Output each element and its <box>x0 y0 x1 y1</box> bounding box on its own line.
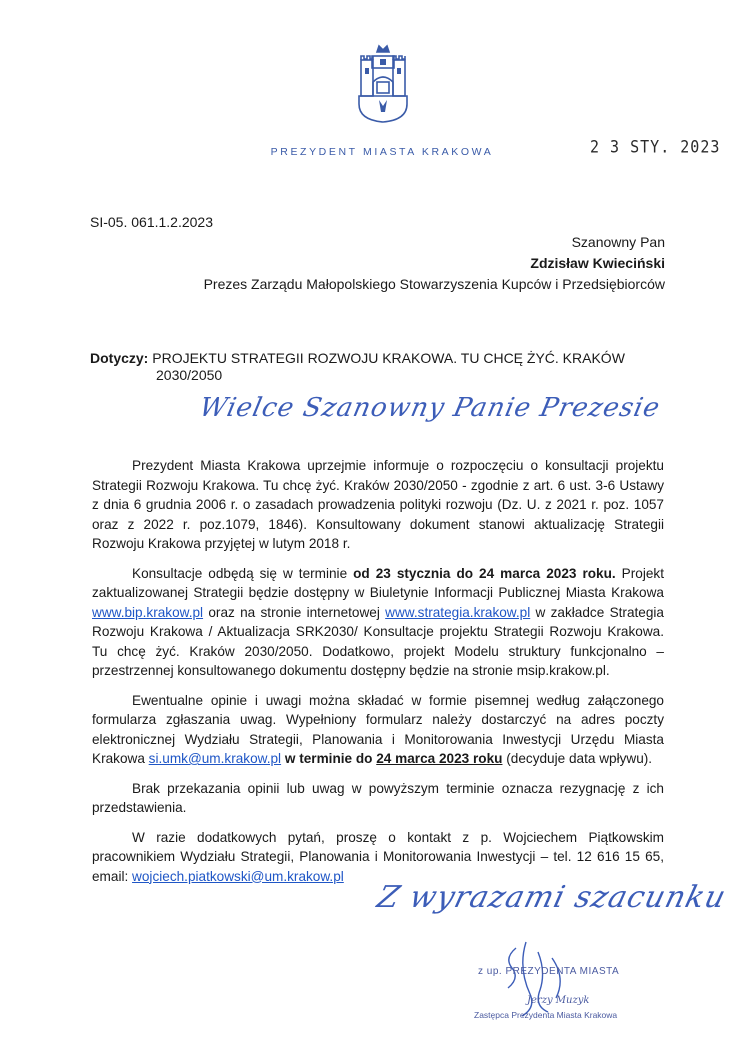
signature-stamp-authority: z up. PREZYDENTA MIASTA <box>478 966 620 977</box>
handwritten-closing: Z wyrazami szacunku <box>373 880 730 915</box>
paragraph-consultation: Konsultacje odbędą się w terminie od 23 stycznia do 24 marca 2023 roku. Projekt zaktualizowanej Strategii będzie dostępny w Biuletynie Informacji Publicznej Miasta Krakowa www.bip.krakow.pl oraz na stronie internetowej www.strategia.krakow.pl w zakładce Strategia Rozwoju Krakowa / Aktualizacja SRK2030/ Konsultacje projektu Strategii Rozwoju Krakowa. Tu chcę żyć. Kraków 2030/2050. Dodatkowo, projekt Modelu struktury funkcjonalno – przestrzennej konsultowanego dokumentu dostępny będzie na stronie msip.krakow.pl. <box>92 565 664 678</box>
paragraph-intro: Prezydent Miasta Krakowa uprzejmie informuje o rozpoczęciu o konsultacji projektu Strategii Rozwoju Krakowa. Tu chcę żyć. Kraków 2030/2050 - zgodnie z art. 6 ust. 3-6 Ustawy z dnia 6 grudnia 2006 r. o zasadach prowadzenia polityki rozwoju (Dz. U. z 2021 r. poz. 1057 oraz z 2022 r. poz.1079, 1846). Konsultowany dokument stanowi aktualizację Strategii Rozwoju Krakowa przyjętej w lutym 2018 r. <box>92 458 664 551</box>
email-link-si-umk[interactable]: si.umk@um.krakow.pl <box>148 751 282 766</box>
paragraph-contact: W razie dodatkowych pytań, proszę o kontakt z p. Wojciechem Piątkowskim pracownikiem Wydziału Strategii, Planowania i Monitorowania Inwestycji – tel. 12 616 15 65, email: wojciech.piatkowski@um.krakow.pl <box>92 829 664 884</box>
subject-text: PROJEKTU STRATEGII ROZWOJU KRAKOWA. TU CHCĘ ŻYĆ. KRAKÓW <box>152 350 625 366</box>
bip-link[interactable]: www.bip.krakow.pl <box>92 604 204 620</box>
recipient-salutation: Szanowny Pan <box>571 234 665 250</box>
strategia-link[interactable]: www.strategia.krakow.pl <box>385 604 531 620</box>
krakow-coat-of-arms-logo <box>355 42 411 124</box>
email-link-contact[interactable]: wojciech.piatkowski@um.krakow.pl <box>132 868 344 884</box>
recipient-name: Zdzisław Kwieciński <box>530 255 665 271</box>
subject-label: Dotyczy: <box>90 350 149 366</box>
paragraph-deadline: Brak przekazania opinii lub uwag w powyższym terminie oznacza rezygnację z ich przedstawienia. <box>92 780 664 815</box>
recipient-block <box>204 232 665 295</box>
handwritten-greeting: Wielce Szanowny Panie Prezesie <box>196 393 664 423</box>
letter-body <box>92 456 664 896</box>
subject-text-continued: 2030/2050 <box>156 367 223 383</box>
signature-stamp-name: Jerzy Muzyk <box>527 995 590 1006</box>
paragraph-submissions: Ewentualne opinie i uwagi można składać w formie pisemnej według załączonego formularza zgłaszania uwag. Wypełniony formularz należy dostarczyć na adres poczty elektronicznej Wydziału Strategii, Planowania i Monitorowania Inwestycji Urzędu Miasta Krakowa si.umk@um.krakow.pl w terminie do 24 marca 2023 roku (decyduje data wpływu). <box>92 692 664 766</box>
subject-line <box>90 350 630 384</box>
issuer-name: PREZYDENT MIASTA KRAKOWA <box>270 146 494 158</box>
reference-number: SI-05. 061.1.2.2023 <box>90 214 213 230</box>
date-stamp: 2 3 STY. 2023 <box>590 137 721 157</box>
recipient-position: Prezes Zarządu Małopolskiego Stowarzyszenia Kupców i Przedsiębiorców <box>203 276 665 292</box>
signature-stamp-title: Zastępca Prezydenta Miasta Krakowa <box>474 1010 618 1020</box>
